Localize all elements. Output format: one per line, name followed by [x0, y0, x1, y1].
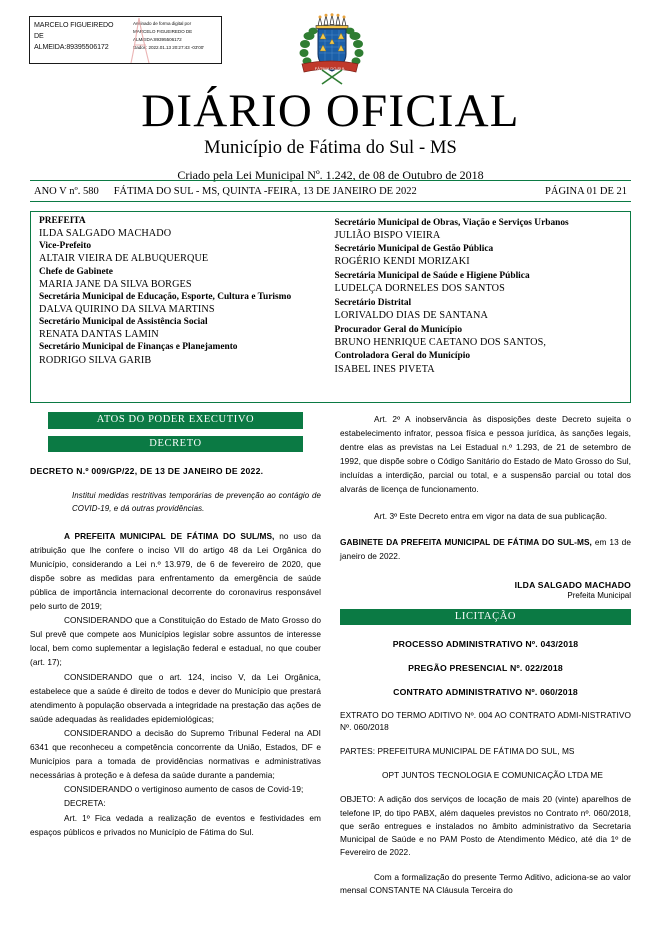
decree-gabinete	[340, 535, 631, 563]
licitacao-final-paragraph: Com a formalização do presente Termo Aditivo, adiciona-se ao valor mensal CONSTANTE NA Cláusula Terceira do	[340, 871, 631, 895]
decree-considerando-3: CONSIDERANDO a decisão do Supremo Tribunal Federal na ADI 6341 que reconheceu a competência concorrente da União, Estados, DF e Municípios para a tomada de providências normativas e administrativas necessárias à proteção e à defesa da saúde durante a pandemia;	[30, 727, 321, 781]
decree-article-2: Art. 2º A inobservância às disposições deste Decreto sujeita o estabelecimento infrator, pessoa física e pessoa jurídica, às sanções legais, dentre elas as previstas na Lei Estadual n.º 1.293, de 21 de setembro de 1992, que dispõe sobre o Código Sanitário do Estado de Mato Grosso do Sul, incluídas a interdição, parcial ou total, e a suspensão parcial ou total dos alvarás de licença de funcionamento.	[340, 414, 631, 495]
decree-gabinete-rest: em 13 de janeiro de 2022.	[340, 536, 632, 561]
official-name: ILDA SALGADO MACHADO	[39, 228, 172, 240]
masthead	[0, 85, 661, 183]
official-name: ISABEL INES PIVETA	[334, 363, 435, 375]
decree-preamble-bold: A PREFEITA MUNICIPAL DE FÁTIMA DO SUL/MS,	[64, 530, 275, 541]
decree-considerando-2: CONSIDERANDO que o art. 124, inciso V, da Lei Orgânica, estabelece que a saúde é direito de todos e dever do Município que prestará atendimento à população observada a integridade na prestação das ações de saúde adequadas às realidades epidemiológicas;	[30, 671, 321, 724]
decree-signer-name: ILDA SALGADO MACHADO	[514, 579, 631, 590]
page-title: DIÁRIO OFICIAL	[141, 85, 520, 137]
decree-ementa: Institui medidas restritivas temporárias de prevenção ao contágio de COVID-19, e dá outras providências.	[72, 491, 321, 513]
decree-preamble-rest: no uso da atribuição que lhe confere o inciso VII do artigo 48 da Lei Orgânica do Município, considerando a Lei n.º 13.979, de 6 de fevereiro de 2020, que dispõe sobre as medidas para enfrentamento da emergência de saúde pública de importância internacional decorrente do coronavirus responsável pelo surto de 2019;	[30, 530, 322, 612]
signature-detail-line-4: Dados: 2022.01.13 20:27:43 -03'00'	[133, 44, 205, 50]
official-name: LUDELÇA DORNELES DOS SANTOS	[334, 283, 505, 295]
official-role: Procurador Geral do Município	[334, 324, 463, 335]
masthead-law-line: Criado pela Lei Municipal Nº. 1.242, de 08 de Outubro de 2018	[177, 168, 484, 183]
licitacao-parte-contratada: OPT JUNTOS TECNOLOGIA E COMUNICAÇÃO LTDA ME	[382, 770, 603, 781]
masthead-subtitle: Município de Fátima do Sul - MS	[204, 137, 457, 158]
official-name: DALVA QUIRINO DA SILVA MARTINS	[39, 304, 215, 316]
edition-year-number: ANO V nº. 580	[34, 185, 99, 197]
licitacao-pregao: PREGÃO PRESENCIAL Nº. 022/2018	[408, 663, 563, 674]
licitacao-processo: PROCESSO ADMINISTRATIVO Nº. 043/2018	[392, 639, 579, 650]
digital-signature-stamp	[29, 16, 222, 64]
official-name: ALTAIR VIEIRA DE ALBUQUERQUE	[39, 253, 209, 265]
official-name: ROGÉRIO KENDI MORIZAKI	[334, 256, 470, 268]
decree-considerando-1: CONSIDERANDO que a Constituição do Estado de Mato Grosso do Sul prevê que compete aos Municípios legislar sobre assuntos de interesse local, bem como suplementar a legislação federal e estadual, no que couber (art. 17);	[30, 615, 321, 668]
coat-of-arms	[296, 12, 364, 86]
section-banner-licitacao: LICITAÇÃO	[340, 609, 631, 626]
decree-signer-role: Prefeita Municipal	[567, 590, 631, 600]
section-banner-decreto: DECRETO	[48, 436, 303, 453]
decree-article-1: Art. 1º Fica vedada a realização de eventos e festividades em espaços públicos e privados no Município de Fátima do Sul.	[30, 812, 321, 837]
content-column-left	[30, 412, 321, 839]
signature-subject-line-3: ALMEIDA:89395506172	[34, 42, 109, 51]
decree-preamble	[30, 529, 321, 614]
official-name: RODRIGO SILVA GARIB	[39, 354, 152, 366]
officials-column-right	[331, 215, 631, 402]
official-role: Secretário Municipal de Assistência Social	[39, 317, 208, 328]
official-role: Vice-Prefeito	[39, 241, 92, 252]
signature-detail-line-2: MARCELO FIGUEIREDO DE	[133, 28, 193, 34]
decree-heading: DECRETO N.º 009/GP/22, DE 13 DE JANEIRO DE 2022.	[30, 466, 264, 476]
official-role: Secretária Municipal de Educação, Esporte, Cultura e Turismo	[39, 291, 292, 302]
decree-gabinete-bold: GABINETE DA PREFEITA MUNICIPAL DE FÁTIMA DO SUL-MS,	[340, 536, 592, 547]
signature-detail-line-3: ALMEIDA:89395506172	[133, 36, 182, 42]
official-role: Controladora Geral do Município	[334, 351, 471, 362]
official-name: LORIVALDO DIAS DE SANTANA	[334, 310, 488, 322]
official-name: RENATA DANTAS LAMIN	[39, 329, 159, 341]
officials-column-left	[31, 215, 331, 402]
licitacao-contrato: CONTRATO ADMINISTRATIVO Nº. 060/2018	[393, 687, 578, 698]
official-name: JULIÃO BISPO VIEIRA	[334, 229, 441, 241]
officials-box	[30, 211, 631, 403]
svg-text:FÁTIMA DO SUL: FÁTIMA DO SUL	[314, 66, 346, 71]
signature-subject-line-2: DE	[34, 31, 44, 40]
signature-details	[129, 17, 221, 63]
official-role: Secretário Distrital	[334, 297, 412, 308]
decree-decreta-label: DECRETA:	[64, 798, 106, 809]
edition-place-date: FÁTIMA DO SUL - MS, QUINTA -FEIRA, 13 DE JANEIRO DE 2022	[113, 185, 417, 197]
official-role: Secretário Municipal de Finanças e Planejamento	[39, 342, 238, 353]
section-banner-atos: ATOS DO PODER EXECUTIVO	[48, 412, 303, 429]
decree-article-3: Art. 3º Este Decreto entra em vigor na data de sua publicação.	[374, 510, 608, 521]
official-role: Secretária Municipal de Saúde e Higiene Pública	[334, 271, 530, 282]
official-role: Chefe de Gabinete	[39, 266, 113, 277]
content-column-right	[340, 412, 631, 897]
signature-subject-line-1: MARCELO FIGUEIREDO	[34, 21, 114, 29]
edition-bar	[30, 180, 631, 202]
official-role: PREFEITA	[39, 216, 86, 226]
official-name: BRUNO HENRIQUE CAETANO DOS SANTOS,	[334, 336, 547, 348]
page-number-label: PÁGINA 01 DE 21	[545, 185, 627, 197]
signature-subject	[30, 17, 129, 63]
official-role: Secretário Municipal de Gestão Pública	[334, 244, 494, 255]
decree-considerando-4: CONSIDERANDO o vertiginoso aumento de casos de Covid-19;	[64, 784, 304, 795]
licitacao-objeto: OBJETO: A adição dos serviços de locação de mais 20 (vinte) aparelhos de telefone IP, do tipo PABX, além daqueles previstos no Contrato nº. 060/2018, que serão entregues e instalados no âmbito administrativo da Secretaria Municipal de Saúde e no PAM Posto de Atendimento Médico, até dia 1º de Fevereiro de 2022.	[340, 794, 631, 857]
licitacao-partes: PARTES: PREFEITURA MUNICIPAL DE FÁTIMA DO SUL, MS	[340, 746, 575, 757]
official-role: Secretário Municipal de Obras, Viação e Serviços Urbanos	[334, 217, 569, 228]
signature-detail-line-1: Assinado de forma digital por	[133, 21, 192, 26]
official-name: MARIA JANE DA SILVA BORGES	[39, 278, 192, 290]
licitacao-extrato: EXTRATO DO TERMO ADITIVO Nº. 004 AO CONTRATO ADMI-NISTRATIVO Nº. 060/2018	[340, 710, 631, 733]
